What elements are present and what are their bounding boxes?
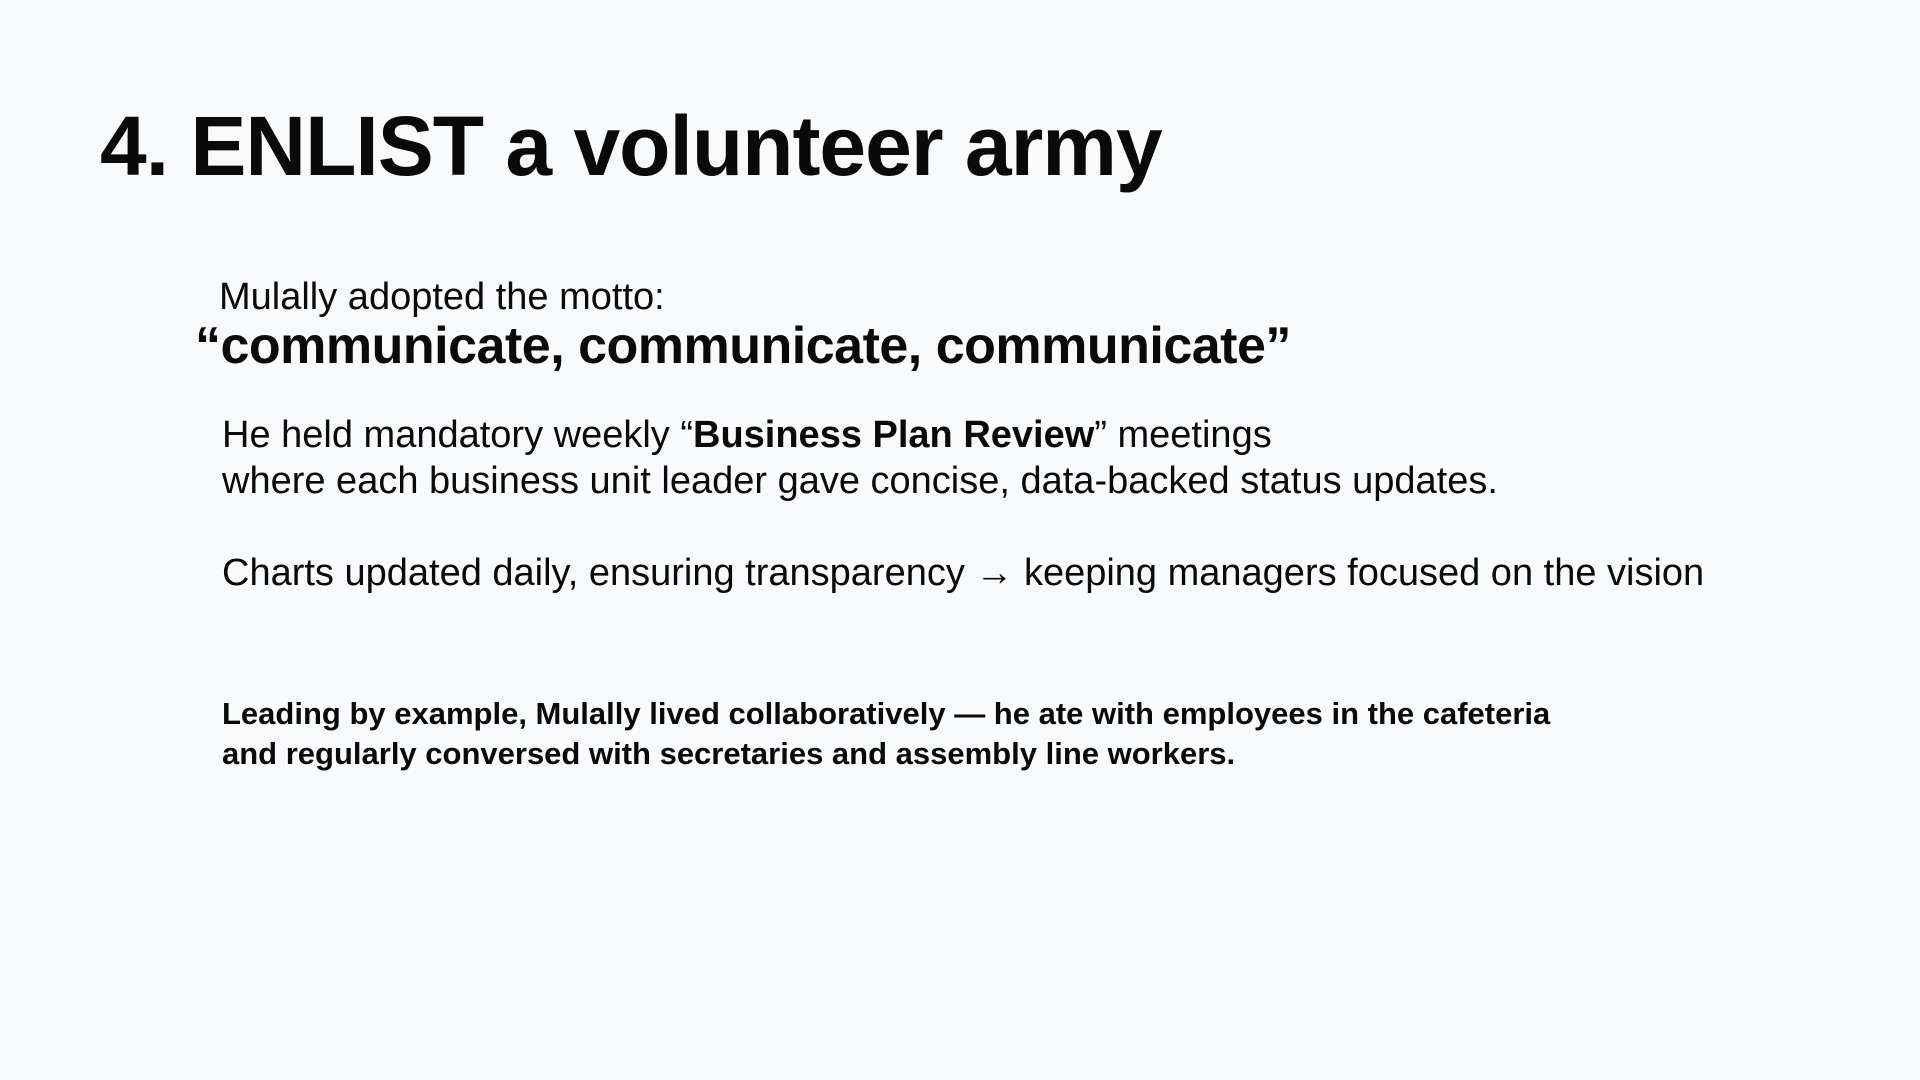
business-plan-review-label: Business Plan Review xyxy=(693,414,1095,456)
charts-line: Charts updated daily, ensuring transparency → keeping managers focused on the vision xyxy=(222,552,1705,594)
meetings-line-2: where each business unit leader gave concise, data-backed status updates. xyxy=(222,460,1498,502)
motto-intro: Mulally adopted the motto: xyxy=(219,276,665,318)
charts-paragraph xyxy=(222,550,1704,596)
slide-title: 4. ENLIST a volunteer army xyxy=(100,99,1162,193)
meetings-paragraph xyxy=(222,412,1498,504)
meetings-line-1 xyxy=(222,412,1498,458)
motto-quote: “communicate, communicate, communicate” xyxy=(195,317,1291,375)
meetings-prefix: He held mandatory weekly “ xyxy=(222,414,693,456)
example-line-2: and regularly conversed with secretaries and assembly line workers. xyxy=(222,736,1236,771)
leading-by-example-note xyxy=(222,694,1550,774)
example-line-1: Leading by example, Mulally lived collaboratively — he ate with employees in the cafeteria xyxy=(222,696,1551,731)
meetings-suffix: ” meetings xyxy=(1094,414,1272,456)
